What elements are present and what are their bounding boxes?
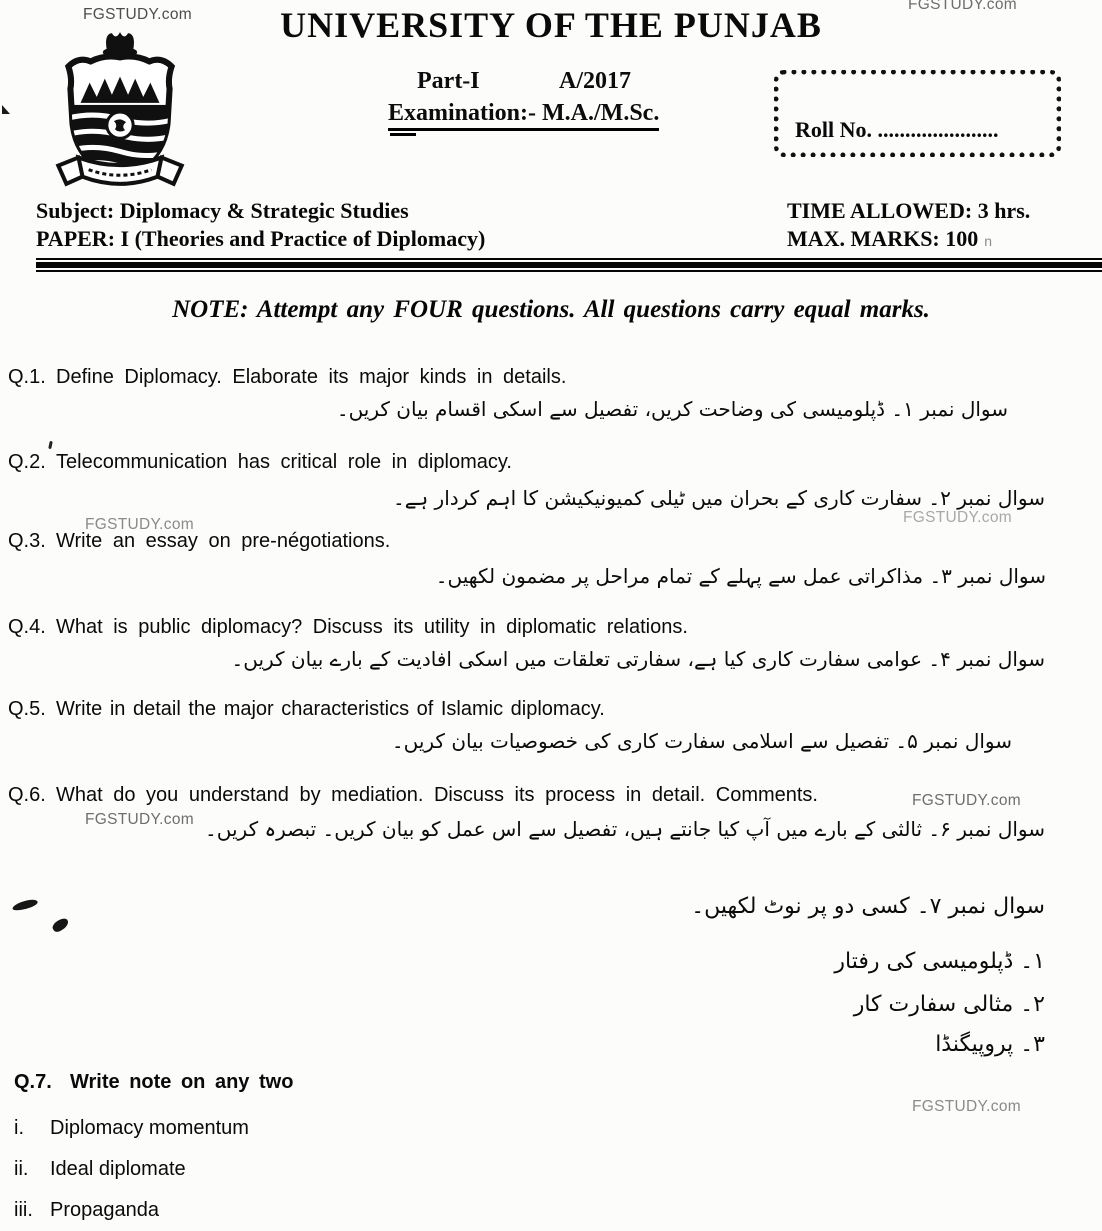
question-7-urdu-header: سوال نمبر ۷۔ کسی دو پر نوٹ لکھیں۔ <box>691 894 1045 919</box>
header-divider <box>36 258 1102 272</box>
question-2-text: Telecommunication has critical role in diplomacy. <box>56 451 512 473</box>
ink-smudge-2 <box>51 916 71 933</box>
item-3-text: Propaganda <box>50 1199 159 1221</box>
examination-label: Examination:- M.A./M.Sc. <box>388 100 659 131</box>
question-1-row <box>8 366 566 389</box>
question-2-number: Q.2. <box>8 451 46 473</box>
item-2-roman: ii. <box>14 1158 29 1180</box>
question-4-urdu: سوال نمبر ۴۔ عوامی سفارت کاری کیا ہے، سفارتی تعلقات میں اسکی افادیت کے بارے بیان کریں۔ <box>231 647 1045 671</box>
question-4-number: Q.4. <box>8 616 46 638</box>
question-4-row <box>8 616 688 639</box>
item-2-text: Ideal diplomate <box>50 1158 186 1180</box>
roll-no-label: Roll No. ...................... <box>795 117 999 142</box>
question-3-text: Write an essay on pre-négotiations. <box>56 530 391 552</box>
time-allowed-label: TIME ALLOWED: 3 hrs. <box>787 198 1031 223</box>
watermark-mid-right: FGSTUDY.com <box>903 509 1012 526</box>
underline-fragment <box>390 133 416 136</box>
question-5-text: Write in detail the major characteristics of Islamic diplomacy. <box>56 698 605 720</box>
session-label: A/2017 <box>559 68 631 94</box>
question-6-urdu: سوال نمبر ۶۔ ثالثی کے بارے میں آپ کیا جانتے ہیں، تفصیل سے اس عمل کو بیان کریں۔ تبصرہ کریں۔ <box>205 817 1045 841</box>
question-4-text: What is public diplomacy? Discuss its utility in diplomatic relations. <box>56 616 688 638</box>
max-marks-text: MAX. MARKS: 100 <box>787 226 979 251</box>
question-7-urdu-item-1: ۱۔ ڈپلومیسی کی رفتار <box>834 949 1045 974</box>
question-7-urdu-item-3: ۳۔ پروپیگنڈا <box>935 1032 1045 1057</box>
paper-line: PAPER: I (Theories and Practice of Diplomacy) <box>36 226 486 251</box>
ink-mark-q2 <box>48 441 53 449</box>
question-7-item-2 <box>14 1158 186 1181</box>
question-7-item-1 <box>14 1117 249 1140</box>
university-crest-logo <box>44 26 196 201</box>
question-5-row <box>8 698 605 721</box>
question-3-urdu: سوال نمبر ۳۔ مذاکراتی عمل سے پہلے کے تمام مراحل پر مضمون لکھیں۔ <box>435 564 1046 588</box>
question-7-row <box>14 1071 293 1094</box>
roll-no-box <box>774 70 1061 157</box>
instructions-note: NOTE: Attempt any FOUR questions. All questions carry equal marks. <box>172 296 930 323</box>
item-3-roman: iii. <box>14 1199 33 1221</box>
part-session-row <box>417 68 631 95</box>
item-1-text: Diplomacy momentum <box>50 1117 249 1139</box>
watermark-top-right: FGSTUDY.com <box>908 0 1017 13</box>
question-6-number: Q.6. <box>8 784 46 806</box>
subject-line: Subject: Diplomacy & Strategic Studies <box>36 198 409 223</box>
question-1-text: Define Diplomacy. Elaborate its major kinds in details. <box>56 366 567 388</box>
question-5-urdu: سوال نمبر ۵۔ تفصیل سے اسلامی سفارت کاری کی خصوصیات بیان کریں۔ <box>391 729 1012 753</box>
watermark-q6-right: FGSTUDY.com <box>912 792 1021 809</box>
question-3-row <box>8 530 390 553</box>
ink-smudge-1 <box>11 898 38 912</box>
question-6-row <box>8 784 818 807</box>
watermark-bottom-right: FGSTUDY.com <box>912 1098 1021 1115</box>
watermark-mid-left: FGSTUDY.com <box>85 516 194 529</box>
question-1-number: Q.1. <box>8 366 46 388</box>
question-7-text: Write note on any two <box>70 1071 294 1093</box>
question-1-urdu: سوال نمبر ۱۔ ڈپلومیسی کی وضاحت کریں، تفصیل سے اسکی اقسام بیان کریں۔ <box>336 397 1008 421</box>
max-marks-label <box>787 226 992 252</box>
question-2-row <box>8 451 512 474</box>
question-2-urdu: سوال نمبر ۲۔ سفارت کاری کے بحران میں ٹیلی کمیونیکیشن کا اہم کردار ہے۔ <box>393 486 1045 510</box>
crest-icon <box>44 26 196 196</box>
question-7-item-3 <box>14 1199 159 1222</box>
question-7-urdu-item-2: ۲۔ مثالی سفارت کار <box>853 992 1045 1017</box>
question-3-number: Q.3. <box>8 530 46 552</box>
question-7-number: Q.7. <box>14 1071 52 1093</box>
page-title: UNIVERSITY OF THE PUNJAB <box>280 5 822 45</box>
item-1-roman: i. <box>14 1117 24 1139</box>
watermark-q6-left: FGSTUDY.com <box>85 811 194 828</box>
question-6-text: What do you understand by mediation. Discuss its process in detail. Comments. <box>56 784 818 806</box>
ink-mark-left-margin <box>2 105 10 114</box>
max-marks-suffix: n <box>984 233 993 249</box>
part-label: Part-I <box>417 68 480 94</box>
watermark-top-left: FGSTUDY.com <box>83 6 192 23</box>
question-5-number: Q.5. <box>8 698 46 720</box>
